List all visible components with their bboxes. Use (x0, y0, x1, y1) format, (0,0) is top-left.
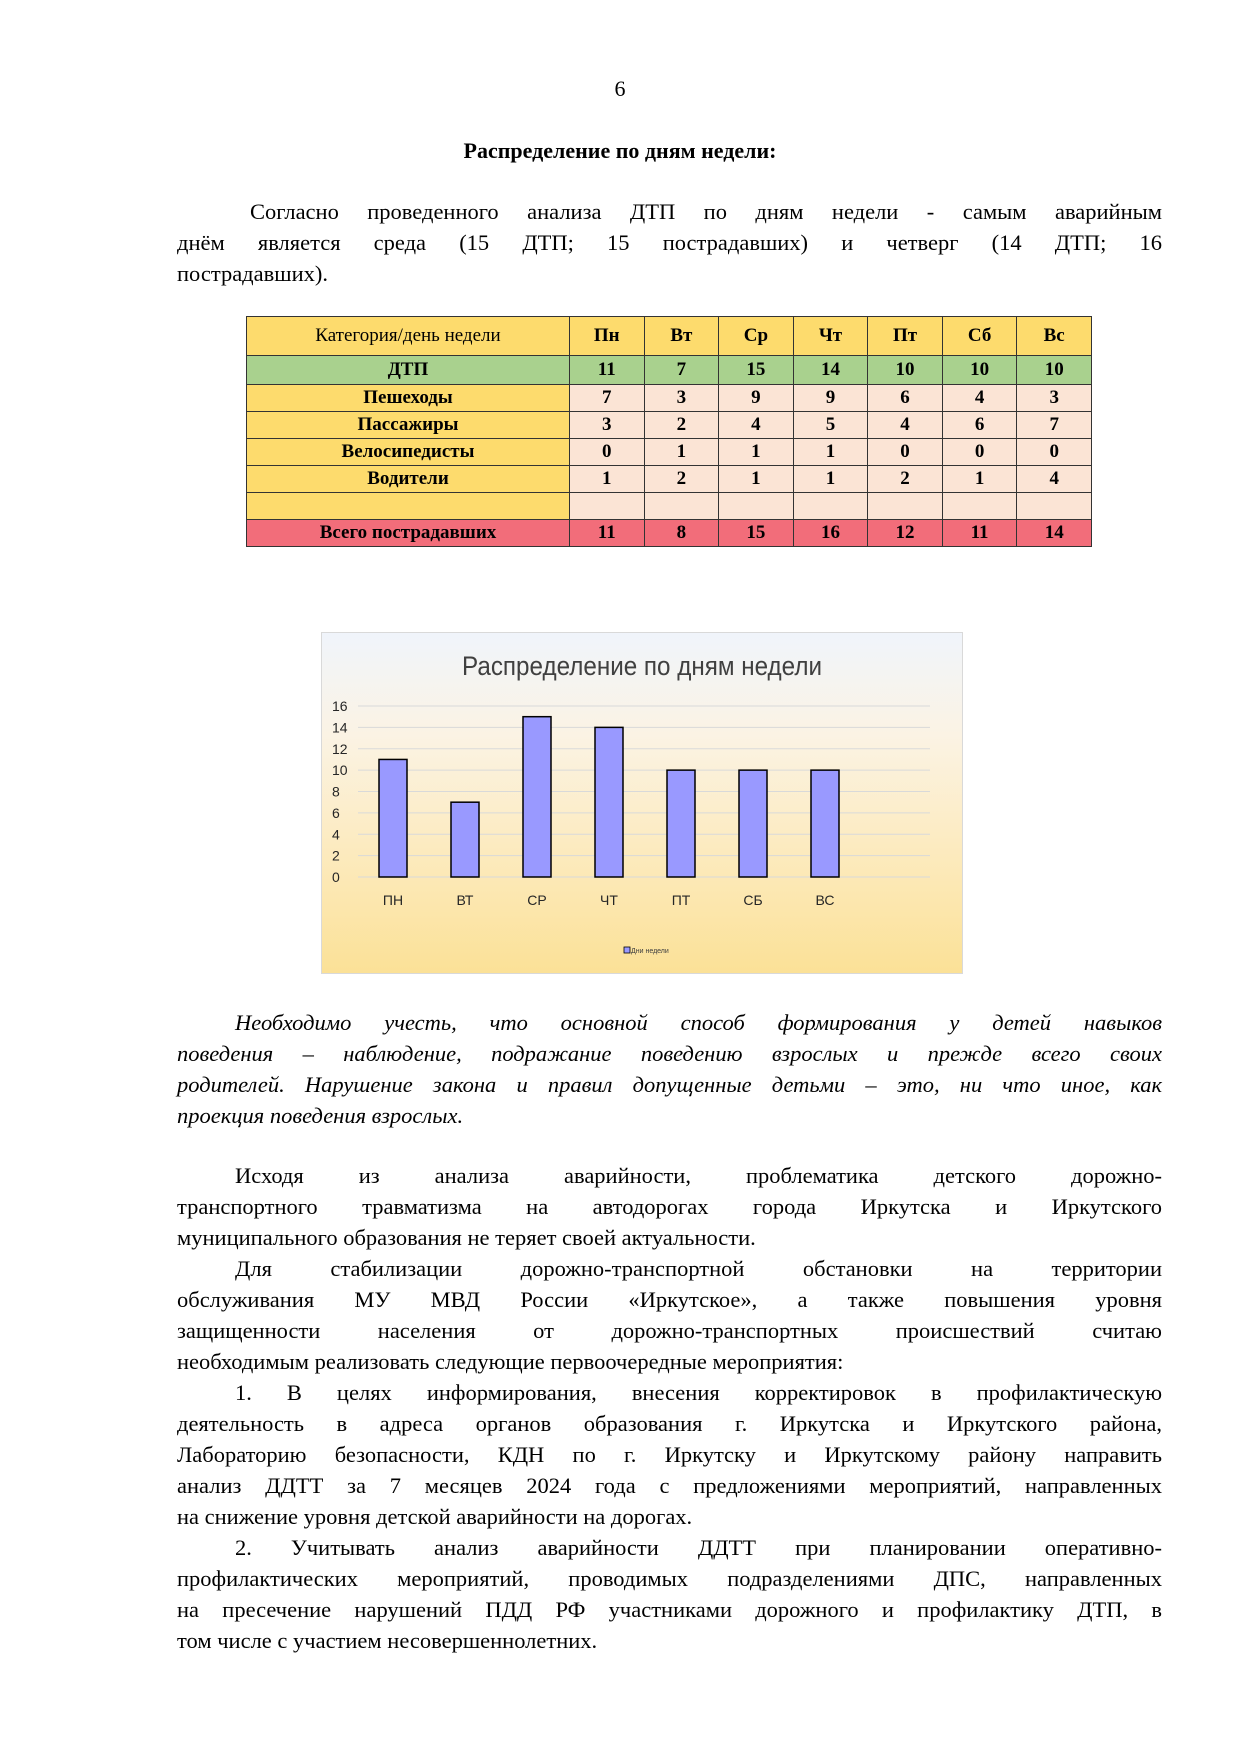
table-cell-empty (868, 493, 943, 520)
bar-chart (321, 632, 963, 974)
list-item-line: 2. Учитывать анализ аварийности ДДТТ при планировании оперативно- (235, 1535, 1162, 1560)
measures-line: защищенности населения от дорожно-транспортных происшествий считаю (177, 1318, 1162, 1343)
measures-line: необходимым реализовать следующие первоочередные мероприятия: (177, 1349, 844, 1374)
table-row-total (247, 520, 1092, 547)
legend-swatch (624, 947, 630, 953)
list-item-1 (177, 1377, 1162, 1532)
table-header-day: Сб (942, 317, 1017, 356)
section-heading: Распределение по дням недели: (463, 138, 777, 163)
table-cell: 3 (644, 385, 719, 412)
list-item-line: Лабораторию безопасности, КДН по г. Иркутску и Иркутскому району направить (177, 1442, 1162, 1467)
analysis-line: муниципального образования не теряет своей актуальности. (177, 1225, 756, 1250)
table-header-label: Категория/день недели (247, 317, 570, 356)
table-cell: 5 (793, 412, 868, 439)
table-cell: 10 (1017, 356, 1092, 385)
table-row-dtp (247, 356, 1092, 385)
bar (739, 770, 767, 877)
measures-line: Для стабилизации дорожно-транспортной обстановки на территории (235, 1256, 1162, 1281)
table-cell: 7 (1017, 412, 1092, 439)
table-header-day: Ср (719, 317, 794, 356)
analysis-paragraph (177, 1160, 1162, 1253)
table-cell: 0 (942, 439, 1017, 466)
list-item-line: на снижение уровня детской аварийности на дорогах. (177, 1504, 693, 1529)
stats-table (246, 316, 1092, 547)
row-label: Велосипедисты (247, 439, 570, 466)
table-row-pedestrians (247, 385, 1092, 412)
chart-title: Распределение по дням недели (462, 651, 822, 681)
table-cell: 4 (719, 412, 794, 439)
row-label: Водители (247, 466, 570, 493)
chart-svg (322, 633, 962, 973)
bar (379, 759, 407, 877)
table-cell: 11 (942, 520, 1017, 547)
row-label: Пешеходы (247, 385, 570, 412)
italic-line: поведения – наблюдение, подражание поведению взрослых и прежде всего своих (177, 1041, 1162, 1066)
table-header-day: Вс (1017, 317, 1092, 356)
table-cell: 11 (570, 356, 645, 385)
table-cell: 12 (868, 520, 943, 547)
page-number: 6 (614, 76, 626, 101)
y-tick-label: 6 (332, 804, 340, 821)
table-header-day: Пн (570, 317, 645, 356)
list-item-line: 1. В целях информирования, внесения корректировок в профилактическую (235, 1380, 1162, 1405)
table-cell: 0 (1017, 439, 1092, 466)
list-item-line: анализ ДДТТ за 7 месяцев 2024 года с предложениями мероприятий, направленных (177, 1473, 1162, 1498)
intro-line: днём является среда (15 ДТП; 15 пострадавших) и четверг (14 ДТП; 16 (177, 230, 1162, 255)
y-tick-label: 10 (332, 762, 348, 779)
bar (451, 802, 479, 877)
table-cell: 1 (570, 466, 645, 493)
y-tick-label: 2 (332, 847, 340, 864)
row-label: Пассажиры (247, 412, 570, 439)
italic-paragraph (177, 1007, 1162, 1131)
x-tick-label: ПН (382, 892, 404, 908)
table-cell: 0 (868, 439, 943, 466)
intro-line: пострадавших). (177, 261, 328, 286)
table-cell: 15 (719, 356, 794, 385)
y-tick-label: 4 (332, 826, 340, 843)
measures-paragraph (177, 1253, 1162, 1377)
x-tick-label: ВС (815, 892, 835, 908)
table-header-day: Чт (793, 317, 868, 356)
y-tick-label: 8 (332, 783, 340, 800)
table-cell: 1 (793, 439, 868, 466)
x-tick-label: ЧТ (600, 892, 618, 908)
y-tick-label: 12 (332, 740, 348, 757)
table-cell: 4 (868, 412, 943, 439)
table-cell: 16 (793, 520, 868, 547)
table-cell: 1 (942, 466, 1017, 493)
bar (595, 727, 623, 877)
y-tick-label: 16 (332, 698, 348, 714)
x-tick-label: СБ (743, 892, 763, 908)
table-cell: 6 (868, 385, 943, 412)
table-cell: 7 (570, 385, 645, 412)
table-cell: 1 (644, 439, 719, 466)
table-cell-empty (719, 493, 794, 520)
intro-paragraph (177, 196, 1162, 289)
y-tick-label: 0 (332, 869, 340, 885)
table-cell: 3 (570, 412, 645, 439)
measures-line: обслуживания МУ МВД России «Иркутское», а также повышения уровня (177, 1287, 1162, 1312)
table-row-passengers (247, 412, 1092, 439)
table-cell: 11 (570, 520, 645, 547)
table-row-empty (247, 493, 1092, 520)
list-item-line: деятельность в адреса органов образования г. Иркутска и Иркутского района, (177, 1411, 1162, 1436)
table-header-day: Пт (868, 317, 943, 356)
table-cell-empty (793, 493, 868, 520)
list-item-line: профилактических мероприятий, проводимых подразделениями ДПС, направленных (177, 1566, 1162, 1591)
table-cell: 4 (1017, 466, 1092, 493)
bar (667, 770, 695, 877)
analysis-line: транспортного травматизма на автодорогах города Иркутска и Иркутского (177, 1194, 1162, 1219)
table-cell: 10 (868, 356, 943, 385)
bar (811, 770, 839, 877)
x-tick-label: ВТ (456, 892, 474, 908)
list-item-line: на пресечение нарушений ПДД РФ участниками дорожного и профилактику ДТП, в (177, 1597, 1162, 1622)
table-cell: 14 (1017, 520, 1092, 547)
table-cell: 0 (570, 439, 645, 466)
table-cell: 2 (868, 466, 943, 493)
table-cell: 1 (719, 439, 794, 466)
table-cell: 14 (793, 356, 868, 385)
table-cell: 8 (644, 520, 719, 547)
table-cell: 10 (942, 356, 1017, 385)
x-tick-label: ПТ (671, 892, 691, 908)
table-cell: 2 (644, 466, 719, 493)
legend-label: Дни недели (631, 948, 669, 955)
italic-line: Необходимо учесть, что основной способ формирования у детей навыков (235, 1010, 1162, 1035)
table-cell: 4 (942, 385, 1017, 412)
table-header-day: Вт (644, 317, 719, 356)
bar (523, 717, 551, 877)
x-tick-label: СР (527, 892, 547, 908)
table-cell: 2 (644, 412, 719, 439)
intro-line: Согласно проведенного анализа ДТП по дням недели - самым аварийным (250, 199, 1162, 224)
row-label: ДТП (247, 356, 570, 385)
table-cell-empty (644, 493, 719, 520)
italic-line: проекция поведения взрослых. (177, 1103, 464, 1128)
table-cell-empty (942, 493, 1017, 520)
table-header-row (247, 317, 1092, 356)
list-item-2 (177, 1532, 1162, 1656)
table-cell-empty (247, 493, 570, 520)
y-tick-label: 14 (332, 719, 348, 736)
table-cell: 3 (1017, 385, 1092, 412)
analysis-line: Исходя из анализа аварийности, проблематика детского дорожно- (235, 1163, 1162, 1188)
table-row-cyclists (247, 439, 1092, 466)
table-cell: 7 (644, 356, 719, 385)
table-row-drivers (247, 466, 1092, 493)
table-cell: 9 (719, 385, 794, 412)
table-cell: 15 (719, 520, 794, 547)
italic-line: родителей. Нарушение закона и правил допущенные детьми – это, ни что иное, как (177, 1072, 1162, 1097)
table-cell-empty (570, 493, 645, 520)
table-cell: 6 (942, 412, 1017, 439)
table-cell: 9 (793, 385, 868, 412)
list-item-line: том числе с участием несовершеннолетних. (177, 1628, 598, 1653)
table-cell-empty (1017, 493, 1092, 520)
table-cell: 1 (793, 466, 868, 493)
table-cell: 1 (719, 466, 794, 493)
row-label: Всего пострадавших (247, 520, 570, 547)
